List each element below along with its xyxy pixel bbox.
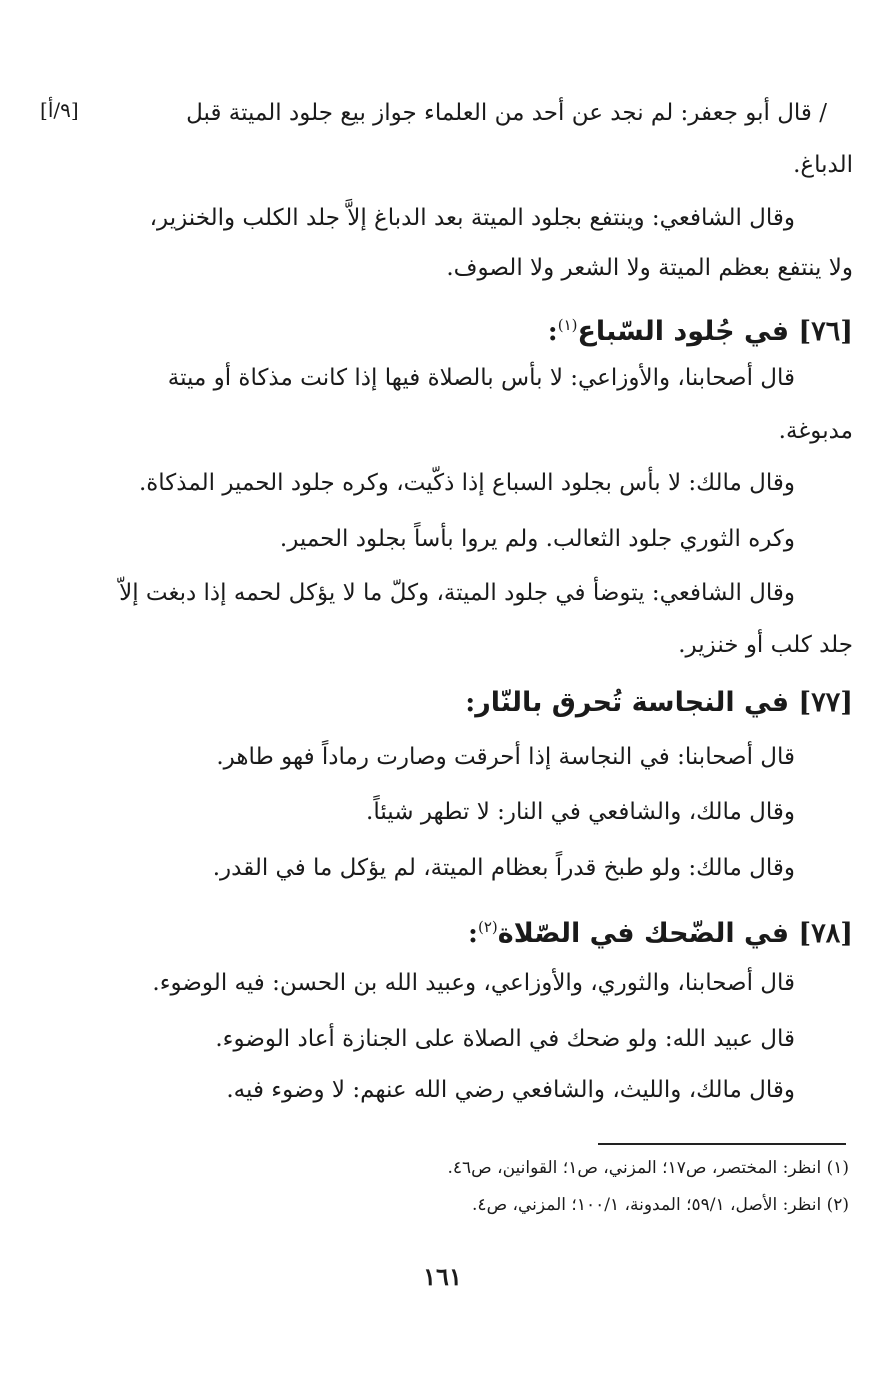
text-line: وقال مالك، والشافعي في النار: لا تطهر شيئاً.: [366, 799, 795, 825]
footnote-ref: (٢): [478, 918, 498, 936]
section-heading-77: [٧٧] في النجاسة تُحرق بالنّار:: [465, 687, 853, 718]
text-line: قال أصحابنا، والأوزاعي: لا بأس بالصلاة فيها إذا كانت مذكاة أو ميتة: [167, 365, 795, 391]
text-line: وكره الثوري جلود الثعالب. ولم يروا بأساً بجلود الحمير.: [279, 526, 795, 552]
text-line: ولا ينتفع بعظم الميتة ولا الشعر ولا الصوف.: [446, 255, 853, 281]
text-line: قال أصحابنا: في النجاسة إذا أحرقت وصارت رماداً فهو طاهر.: [216, 744, 795, 770]
text-line: / قال أبو جعفر: لم نجد عن أحد من العلماء جواز بيع جلود الميتة قبل: [186, 100, 827, 126]
text-line: قال عبيد الله: ولو ضحك في الصلاة على الجنازة أعاد الوضوء.: [215, 1026, 795, 1052]
text-line: وقال مالك: ولو طبخ قدراً بعظام الميتة، لم يؤكل ما في القدر.: [212, 855, 795, 881]
footnote: (٢) انظر: الأصل، ٥٩/١؛ المدونة، ١٠٠/١؛ المزني، ص٤.: [472, 1195, 849, 1215]
heading-number: [٧٦]: [798, 316, 853, 347]
footnote-separator: [598, 1143, 846, 1145]
heading-title: في الضّحك في الصّلاة: [497, 918, 790, 949]
footnote: (١) انظر: المختصر، ص١٧؛ المزني، ص١؛ القوانين، ص٤٦.: [447, 1158, 849, 1178]
margin-folio-marker: [٩/أ]: [40, 98, 79, 122]
text-line: مدبوغة.: [778, 418, 853, 444]
text-line: قال أصحابنا، والثوري، والأوزاعي، وعبيد الله بن الحسن: فيه الوضوء.: [152, 970, 795, 996]
text-line: وقال الشافعي: يتوضأ في جلود الميتة، وكلّ ما لا يؤكل لحمه إذا دبغت إلاّ: [119, 580, 795, 606]
text-line: جلد كلب أو خنزير.: [678, 632, 853, 658]
heading-number: [٧٧]: [798, 687, 853, 718]
heading-number: [٧٨]: [798, 918, 853, 949]
text-line: الدباغ.: [793, 152, 853, 178]
footnote-ref: (١): [557, 316, 578, 334]
heading-title: في جُلود السّباع: [577, 316, 790, 347]
heading-title: في النجاسة تُحرق بالنّار: [475, 687, 790, 718]
text-line: وقال مالك، والليث، والشافعي رضي الله عنهم: لا وضوء فيه.: [226, 1077, 795, 1103]
section-heading-78: [٧٨] في الضّحك في الصّلاة$^{(٢)}$:: [468, 918, 853, 949]
section-heading-76: [٧٦] في جُلود السّباع$^{(١)}$:: [547, 316, 853, 347]
text-line: وقال مالك: لا بأس بجلود السباع إذا ذكّيت، وكره جلود الحمير المذكاة.: [138, 470, 795, 496]
text-line: وقال الشافعي: وينتفع بجلود الميتة بعد الدباغ إلاَّ جلد الكلب والخنزير،: [149, 205, 795, 231]
page-number: ١٦١: [423, 1262, 462, 1291]
